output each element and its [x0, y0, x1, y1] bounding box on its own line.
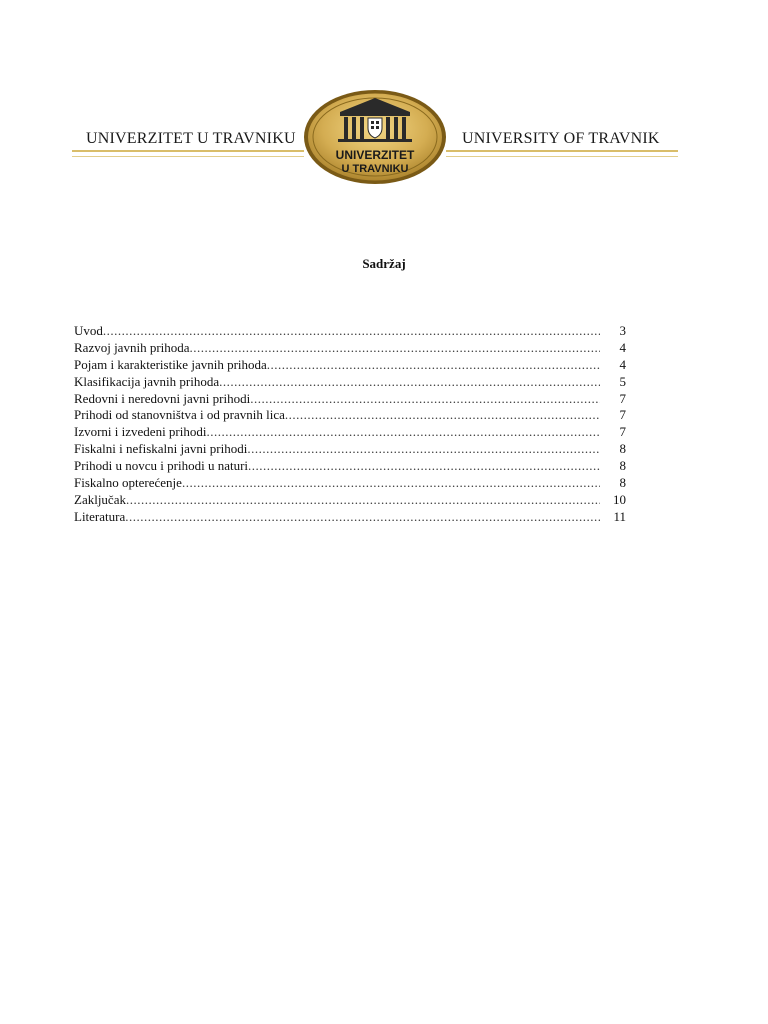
document-title: Sadržaj [362, 256, 406, 271]
toc-entry[interactable] [74, 374, 626, 391]
toc-entry[interactable] [74, 340, 626, 357]
toc-entry[interactable] [74, 323, 626, 340]
toc-entry[interactable] [74, 458, 626, 475]
toc-entry-label: Prihodi u novcu i prihodi u naturi [74, 458, 249, 474]
toc-entry-label: Klasifikacija javnih prihoda [74, 373, 220, 389]
toc-entry-page: 4 [619, 339, 626, 355]
toc-dot-leader [250, 391, 600, 408]
university-header [72, 88, 678, 188]
seal-text-line1: UNIVERZITET [335, 148, 415, 162]
toc-entry[interactable] [74, 357, 626, 374]
toc-entry-label: Zaključak [74, 491, 126, 507]
toc-entry-page: 11 [613, 508, 626, 524]
toc-dot-leader [126, 492, 600, 509]
toc-entry-label: Redovni i neredovni javni prihodi [74, 390, 251, 406]
toc-entry-label: Razvoj javnih prihoda [74, 339, 190, 355]
toc-entry-page: 10 [613, 491, 626, 507]
toc-entry-label: Fiskalno opterećenje [74, 475, 182, 491]
toc-entry-page: 7 [619, 390, 626, 406]
toc-entry-page: 7 [619, 407, 626, 423]
toc-dot-leader [267, 357, 600, 374]
header-rule-right-bottom [446, 156, 678, 157]
toc-dot-leader [247, 441, 600, 458]
toc-entry[interactable] [74, 475, 626, 492]
university-seal-logo [302, 88, 448, 186]
toc-entry-page: 7 [619, 424, 626, 440]
toc-dot-leader [219, 374, 600, 391]
toc-entry-page: 8 [619, 441, 626, 457]
seal-text-line2: U TRAVNIKU [341, 163, 409, 175]
toc-entry-page: 8 [619, 475, 626, 491]
toc-entry[interactable] [74, 407, 626, 424]
toc-entry-label: Izvorni i izvedeni prihodi [74, 424, 207, 440]
toc-entry[interactable] [74, 424, 626, 441]
toc-dot-leader [248, 458, 600, 475]
header-rule-left-bottom [72, 156, 304, 157]
toc-dot-leader [125, 509, 600, 526]
toc-entry-page: 4 [619, 356, 626, 372]
header-rule-left-top [72, 150, 304, 152]
table-of-contents [74, 323, 626, 526]
header-rule-right-top [446, 150, 678, 152]
university-name-english: UNIVERSITY OF TRAVNIK [462, 130, 660, 147]
toc-dot-leader [190, 340, 600, 357]
toc-entry-label: Fiskalni i nefiskalni javni prihodi [74, 441, 248, 457]
toc-entry-page: 5 [619, 373, 626, 389]
toc-entry-label: Prihodi od stanovništva i od pravnih lica [74, 407, 285, 423]
toc-entry-label: Literatura [74, 508, 126, 524]
university-name-local: UNIVERZITET U TRAVNIKU [86, 130, 296, 147]
toc-entry-page: 3 [619, 323, 626, 338]
toc-dot-leader [182, 475, 600, 492]
toc-entry[interactable] [74, 509, 626, 526]
toc-entry-label: Pojam i karakteristike javnih prihoda [74, 356, 267, 372]
toc-entry-page: 8 [619, 458, 626, 474]
toc-entry[interactable] [74, 492, 626, 509]
toc-entry[interactable] [74, 441, 626, 458]
coat-of-arms-icon [368, 118, 382, 138]
toc-entry-label: Uvod [74, 323, 103, 338]
toc-dot-leader [103, 323, 600, 340]
toc-entry[interactable] [74, 391, 626, 408]
toc-dot-leader [207, 424, 601, 441]
toc-dot-leader [285, 407, 600, 424]
